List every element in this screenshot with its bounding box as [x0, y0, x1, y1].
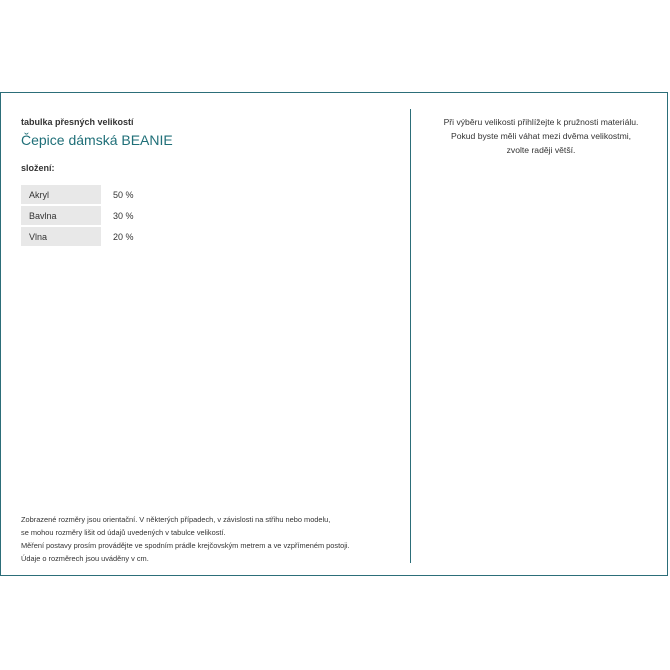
composition-row [21, 206, 134, 225]
advice-line: Pokud byste měli váhat mezi dvěma velikostmi, [450, 131, 632, 141]
advice-line: zvolte raději větší. [506, 145, 576, 155]
composition-label: složení: [21, 163, 55, 173]
composition-table [21, 183, 134, 248]
note-line: Údaje o rozměrech jsou uváděny v cm. [21, 554, 149, 563]
material-name: Bavlna [21, 206, 101, 225]
chart-subtitle: tabulka přesných velikostí [21, 117, 134, 127]
material-percent: 50 % [113, 189, 134, 200]
size-advice [421, 115, 661, 157]
note-line: Měření postavy prosím provádějte ve spodním prádle krejčovským metrem a ve vzpřímeném postoji. [21, 541, 350, 550]
note-line: se mohou rozměry lišit od údajů uvedených v tabulce velikostí. [21, 528, 226, 537]
material-name: Akryl [21, 185, 101, 204]
composition-row [21, 227, 134, 246]
material-percent: 20 % [113, 231, 134, 242]
composition-row [21, 185, 134, 204]
note-line: Zobrazené rozměry jsou orientační. V některých případech, v závislosti na střihu nebo modelu, [21, 515, 331, 524]
material-name: Vlna [21, 227, 101, 246]
left-panel [21, 117, 401, 248]
advice-line: Při výběru velikosti přihlížejte k pružnosti materiálu. [443, 117, 639, 127]
material-percent: 30 % [113, 210, 134, 221]
product-title: Čepice dámská BEANIE [21, 132, 173, 148]
measurement-notes [21, 513, 401, 565]
size-chart-card [0, 92, 668, 576]
vertical-divider [410, 109, 411, 563]
